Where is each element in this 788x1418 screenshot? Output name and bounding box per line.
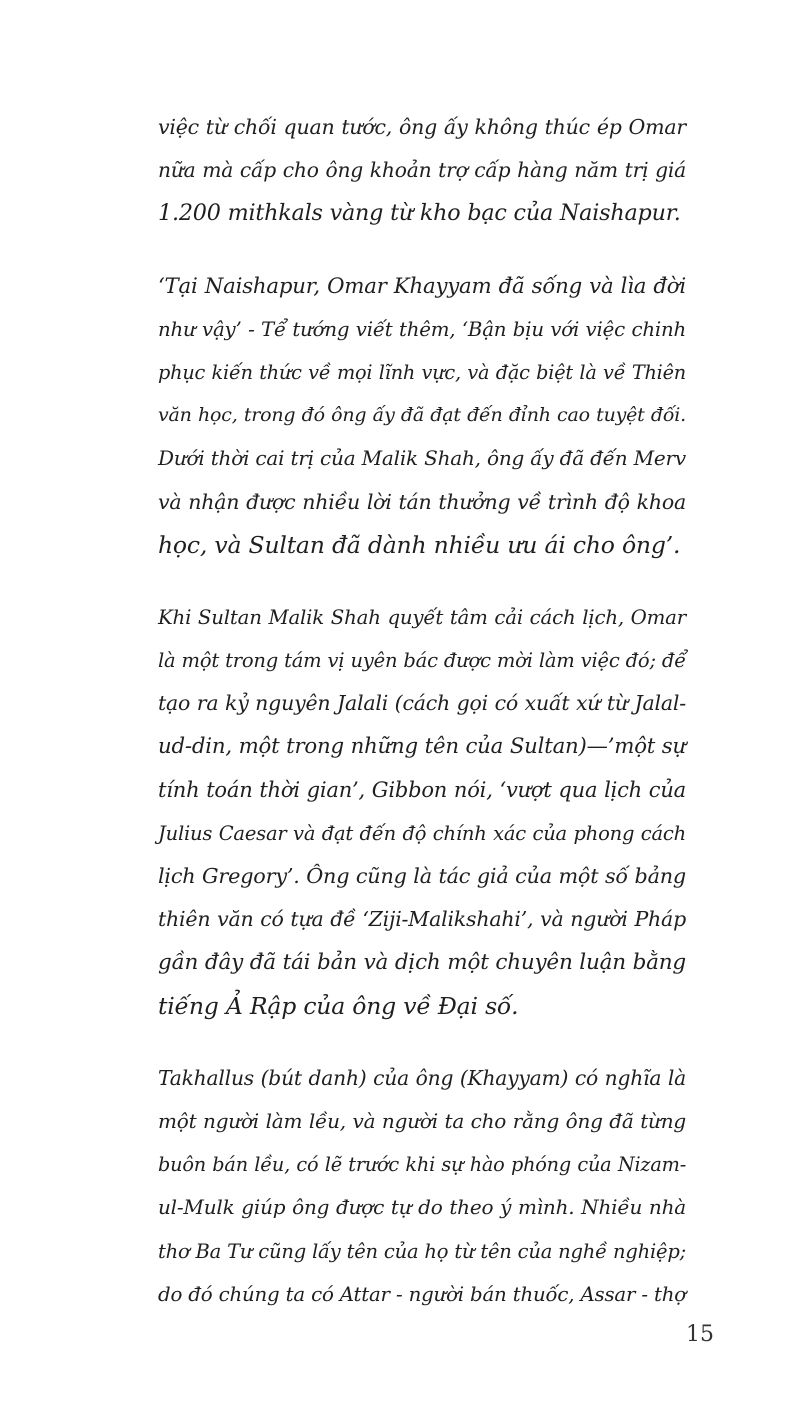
body-text [158,106,686,1345]
text-line: 1.200 mithkals vàng từ kho bạc của Naishapur. [158,200,681,227]
paragraph-3 [158,596,686,1028]
text-line: Dưới thời cai trị của Malik Shah, ông ấy đã đến Merv [158,446,686,471]
text-line: văn học, trong đó ông ấy đã đạt đến đỉnh cao tuyệt đối. [158,404,686,427]
text-line: tính toán thời gian’, Gibbon nói, ‘vượt qua lịch của [158,777,686,802]
text-line: ud-din, một trong những tên của Sultan)—’một sự [158,734,686,760]
text-line: nữa mà cấp cho ông khoản trợ cấp hàng năm trị giá [158,158,686,183]
page-number: 15 [686,1322,714,1347]
text-line: buôn bán lều, có lẽ trước khi sự hào phóng của Nizam- [158,1153,686,1177]
text-line: Takhallus (bút danh) của ông (Khayyam) có nghĩa là [158,1065,686,1090]
text-line: học, và Sultan đã dành nhiều ưu ái cho ông’. [158,530,681,559]
paragraph-4 [158,1057,686,1316]
text-line: tạo ra kỷ nguyên Jalali (cách gọi có xuất xứ từ Jalal- [158,691,686,716]
text-line: tiếng Ả Rập của ông về Đại số. [158,991,519,1020]
text-line: phục kiến thức về mọi lĩnh vực, và đặc biệt là về Thiên [158,360,686,384]
text-line: một người làm lều, và người ta cho rằng ông đã từng [158,1108,686,1133]
text-line: như vậy’ - Tể tướng viết thêm, ‘Bận bịu với việc chinh [158,317,686,341]
text-line: ‘Tại Naishapur, Omar Khayyam đã sống và lìa đời [158,273,686,299]
text-line: việc từ chối quan tước, ông ấy không thúc ép Omar [158,115,686,139]
text-line: lịch Gregory’. Ông cũng là tác giả của một số bảng [158,864,686,888]
text-line: do đó chúng ta có Attar - người bán thuốc, Assar - thợ [158,1282,686,1306]
text-line: Khi Sultan Malik Shah quyết tâm cải cách lịch, Omar [158,605,686,629]
text-line: gần đây đã tái bản và dịch một chuyên luận bằng [158,950,686,976]
text-line: là một trong tám vị uyên bác được mời làm việc đó; để [158,649,686,673]
text-line: thiên văn có tựa đề ‘Ziji-Malikshahi’, và người Pháp [158,907,686,932]
text-line: thơ Ba Tư cũng lấy tên của họ từ tên của nghề nghiệp; [158,1239,686,1263]
paragraph-2 [158,265,686,567]
text-line: và nhận được nhiều lời tán thưởng về trình độ khoa [158,489,686,514]
paragraph-1 [158,106,686,236]
text-line: Julius Caesar và đạt đến độ chính xác của phong cách [158,821,686,845]
text-line: ul-Mulk giúp ông được tự do theo ý mình. Nhiều nhà [158,1195,686,1220]
